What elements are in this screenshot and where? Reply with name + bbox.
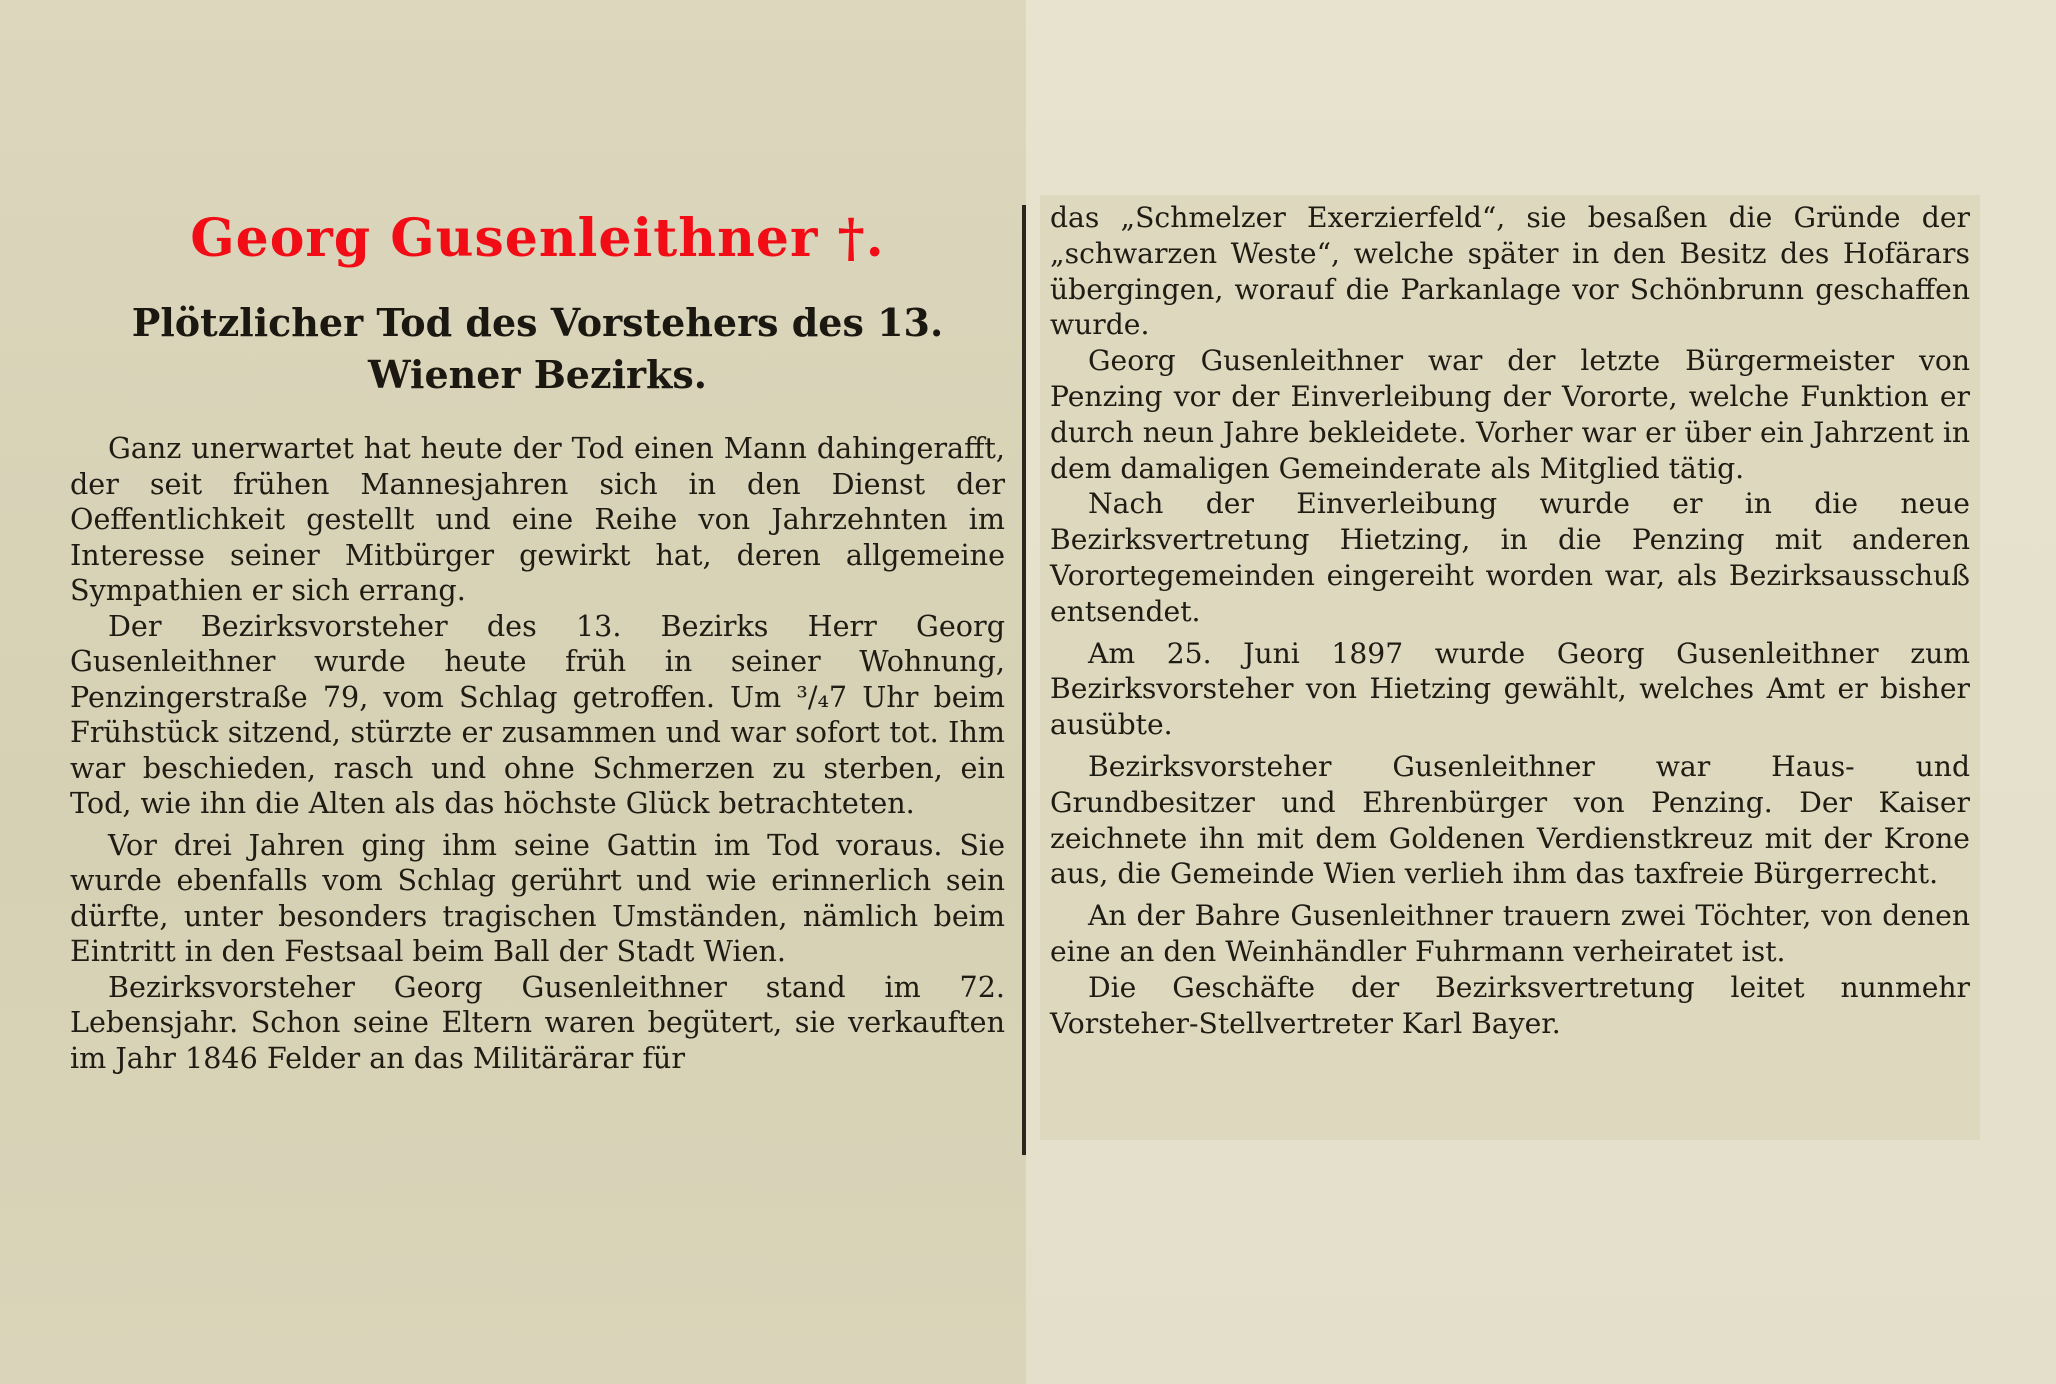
paragraph: Bezirksvorsteher Georg Gusenleithner stand im 72. Lebensjahr. Schon seine Eltern waren begütert, sie verkauften im Jahr 1846 Felder an das Militärärar für [70,969,1005,1075]
paragraph: Georg Gusenleithner war der letzte Bürgermeister von Penzing vor der Einverleibung der Vororte, welche Funktion er durch neun Jahre bekleidete. Vorher war er über ein Jahrzent in dem damaligen Gemeinderate als Mitglied tätig. [1050,344,1970,485]
paragraph: das „Schmelzer Exerzierfeld“, sie besaßen die Gründe der „schwarzen Weste“, welche später in den Besitz des Hofärars übergingen, worauf die Parkanlage vor Schönbrunn geschaffen wurde. [1050,201,1970,342]
paragraph: Vor drei Jahren ging ihm seine Gattin im Tod voraus. Sie wurde ebenfalls vom Schlag gerührt und wie erinnerlich sein dürfte, unter besonders tragischen Umständen, nämlich beim Eintritt in den Festsaal beim Ball der Stadt Wien. [70,827,1005,968]
paragraph: Nach der Einverleibung wurde er in die neue Bezirksvertretung Hietzing, in die Penzing mit anderen Vorortegemeinden eingereiht worden war, als Bezirksausschuß entsendet. [1050,487,1970,628]
paragraph: Bezirksvorsteher Gusenleithner war Haus- und Grundbesitzer und Ehrenbürger von Penzing. Der Kaiser zeichnete ihn mit dem Goldenen Verdienstkreuz mit der Krone aus, die Gemeinde Wien verlieh ihm das taxfreie Bürgerrecht. [1050,749,1970,891]
paragraph: An der Bahre Gusenleithner trauern zwei Töchter, von denen eine an den Weinhändler Fuhrmann verheiratet ist. [1050,899,1970,968]
article-subtitle: Plötzlicher Tod des Vorstehers des 13. Wiener Bezirks. [131,300,944,397]
paragraph: Am 25. Juni 1897 wurde Georg Gusenleithner zum Bezirksvorsteher von Hietzing gewählt, welches Amt er bisher ausübte. [1050,636,1970,742]
paragraph: Die Geschäfte der Bezirksvertretung leitet nunmehr Vorsteher-Stellvertreter Karl Bayer. [1050,970,1970,1040]
column-rule [1022,205,1026,1155]
article-column-right [1050,200,1970,1041]
paragraph: Ganz unerwartet hat heute der Tod einen Mann dahingerafft, der seit frühen Mannesjahren sich in den Dienst der Oeffentlichkeit gestellt und eine Reihe von Jahrzehnten im Interesse seiner Mitbürger gewirkt hat, deren allgemeine Sympathien er sich errang. [70,431,1005,607]
paragraph: Der Bezirksvorsteher des 13. Bezirks Herr Georg Gusenleithner wurde heute früh in seiner Wohnung, Penzingerstraße 79, vom Schlag getroffen. Um ³/₄7 Uhr beim Frühstück sitzend, stürzte er zusammen und war sofort tot. Ihm war beschieden, rasch und ohne Schmerzen zu sterben, ein Tod, wie ihn die Alten als das höchste Glück betrachteten. [70,608,1005,820]
article-title: Georg Gusenleithner †. [190,208,885,269]
article-column-left [70,208,1005,1076]
